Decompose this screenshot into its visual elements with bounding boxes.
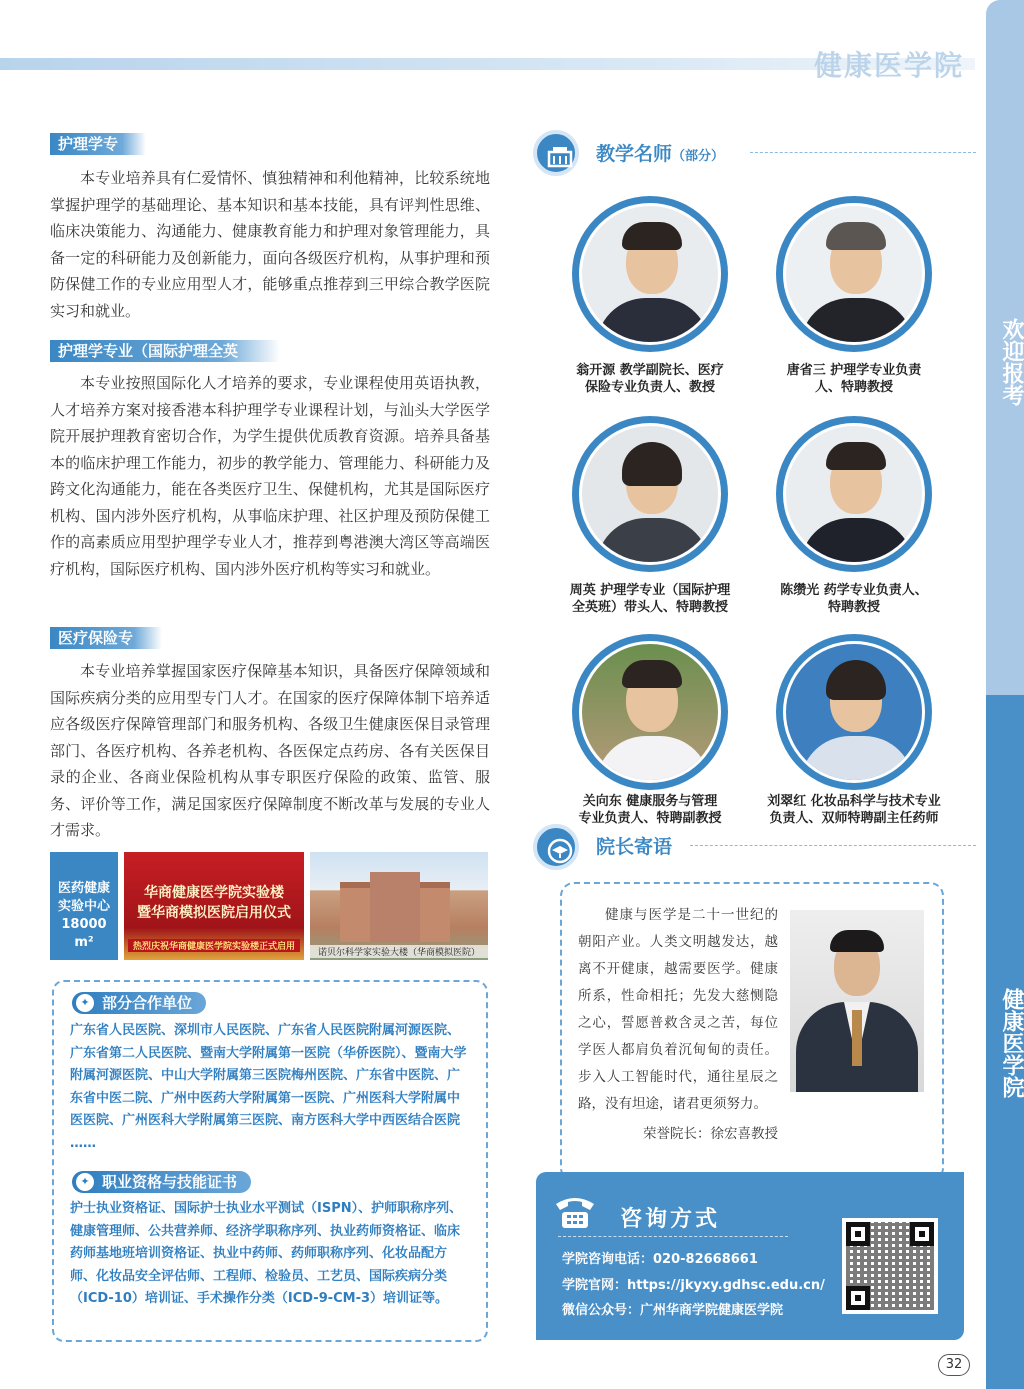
building-tower-shape: [370, 872, 420, 942]
teacher-3-line1: 周英 护理学专业（国际护理: [569, 583, 731, 598]
section-body-insurance: 本专业培养掌握国家医疗保障基本知识，具备医疗保障领域和国际疾病分类的应用型专门人才。在国家的医疗保障体制下培养适应各级医疗保障管理部门和服务机构、各级卫生健康医保目录管理部门、各医疗机构、各养老机构、各医保定点药房、各有关医保目录的企业、各商业保险机构从事专职医疗保险的政策、监管、服务、评价等工作，满足国家医疗保障制度不断改革与发展的专业人才需求。: [50, 662, 490, 839]
teacher-2-line2: 人、特聘教授: [814, 380, 893, 395]
teachers-divider: [750, 152, 976, 153]
dean-title: 院长寄语: [596, 836, 673, 858]
section-head-intl-nursing: 护理学专业（国际护理全英班）：: [50, 340, 280, 362]
teacher-2-line1: 唐省三 护理学专业负责: [786, 363, 922, 378]
teacher-photo-4: [776, 416, 932, 572]
building-caption: 诺贝尔科学家实验大楼（华商模拟医院）: [310, 945, 488, 958]
handshake-icon: ✦: [76, 994, 94, 1012]
teacher-6-line2: 负责人、双师特聘副主任药师: [769, 811, 939, 826]
teachers-title: [596, 139, 724, 166]
contact-phone[interactable]: 学院咨询电话：020-82668661: [562, 1252, 758, 1267]
certs-list: 护士执业资格证、国际护士执业水平测试（ISPN）、护师职称序列、健康管理师、公共营养师、经济学职称序列、执业药师资格证、临床药师基地班培训资格证、执业中药师、药师职称序列、化妆品配方师、化妆品安全评估师、工程师、检验员、工艺员、国际疾病分类（ICD-10）培训证、手术操作分类（ICD-9-CM-3）培训证等。: [70, 1201, 463, 1306]
qr-code[interactable]: [842, 1218, 938, 1314]
contact-wechat: 微信公众号：广州华商学院健康医学院: [562, 1303, 784, 1318]
teacher-5-line1: 关向东 健康服务与管理: [582, 794, 718, 809]
teacher-1-line1: 翁开源 教学副院长、医疗: [576, 363, 724, 378]
section-body-intl-nursing: 本专业按照国际化人才培养的要求，专业课程使用英语执教，人才培养方案对接香港本科护理学专业课程计划，与汕头大学医学院开展护理教育密切合作，为学生提供优质教育资源。培养具备基本的临床护理工作能力，初步的教学能力、管理能力、科研能力及跨文化沟通能力，能在各类医疗卫生、保健机构，尤其是国际医疗机构、国内涉外医疗机构，从事临床护理、社区护理及预防保健工作的高素质应用型护理学专业人才，推荐到粤港澳大湾区等高端医疗机构，国际医疗机构、国内涉外医疗机构等实习和就业。: [50, 374, 490, 578]
contact-divider: [558, 1236, 788, 1237]
teacher-4-line2: 特聘教授: [827, 600, 880, 615]
teacher-4-line1: 陈缵光 药学专业负责人、: [780, 583, 928, 598]
teacher-3-line2: 全英班）带头人、特聘教授: [571, 600, 728, 615]
teacher-name-2: [759, 362, 949, 396]
section-head-insurance: 医疗保险专业：: [50, 627, 162, 649]
dean-divider: [690, 845, 976, 846]
teacher-name-4: [759, 582, 949, 616]
teacher-photo-3: [572, 416, 728, 572]
telephone-icon: [552, 1192, 598, 1232]
dean-signature: 荣誉院长：徐宏喜教授: [643, 1126, 778, 1142]
section-head-nursing: 护理学专业：: [50, 133, 146, 155]
teacher-icon: [533, 130, 579, 176]
teachers-title-text: 教学名师: [596, 143, 673, 165]
partners-list: 广东省人民医院、深圳市人民医院、广东省人民医院附属河源医院、广东省第二人民医院、暨南大学附属第一医院（华侨医院）、暨南大学附属河源医院、中山大学附属第三医院梅州医院、广东省中医院、广东省中医二院、广州中医药大学附属第一医院、广州医科大学附属中医医院、广州医科大学附属第三医院、南方医科大学中西医结合医院 ……: [70, 1023, 467, 1151]
contact-title: 咨询方式: [620, 1207, 721, 1232]
ceremony-banner-line2: 暨华商模拟医院启用仪式: [137, 905, 291, 921]
ceremony-banner-line3: 热烈庆祝华商健康医学院实验楼正式启用: [128, 939, 300, 952]
teachers-subtitle: （部分）: [672, 149, 725, 164]
teacher-photo-1: [572, 196, 728, 352]
partners-pill: [72, 992, 206, 1014]
teacher-1-line2: 保险专业负责人、教授: [584, 380, 715, 395]
teacher-name-1: [555, 362, 745, 396]
lab-label-line2: 实验中心: [57, 899, 110, 914]
contact-website[interactable]: 学院官网：https://jkyxy.gdhsc.edu.cn/: [562, 1278, 825, 1293]
teacher-photo-6: [776, 634, 932, 790]
teacher-photo-5: [572, 634, 728, 790]
lab-label-line1: 医药健康: [57, 881, 110, 896]
teacher-name-3: [555, 582, 745, 616]
side-tab-welcome[interactable]: 欢迎报考: [999, 318, 1024, 406]
contact-panel: [536, 1172, 964, 1340]
page-number: 32: [938, 1354, 970, 1376]
lab-center-label: [50, 852, 118, 960]
dean-photo: [790, 910, 924, 1092]
ceremony-photo: [124, 852, 304, 960]
certificate-icon: ✦: [76, 1173, 94, 1191]
certs-title: 职业资格与技能证书: [102, 1173, 238, 1191]
dean-message: 健康与医学是二十一世纪的朝阳产业。人类文明越发达，越离不开健康，越需要医学。健康所系，性命相托；先发大慈恻隐之心，誓愿普救含灵之苦，每位学医人都肩负着沉甸甸的责任。步入人工智能时代，通往星辰之路，没有坦途，诸君更须努力。: [578, 907, 778, 1112]
partners-title: 部分合作单位: [102, 994, 193, 1012]
certs-pill: [72, 1171, 251, 1193]
teacher-6-line1: 刘翠红 化妆品科学与技术专业: [767, 794, 941, 809]
teacher-photo-2: [776, 196, 932, 352]
ceremony-banner-line1: 华商健康医学院实验楼: [144, 885, 284, 901]
teacher-5-line2: 专业负责人、特聘副教授: [578, 811, 722, 826]
college-title: 健康医学院: [813, 49, 964, 82]
lab-label-area: 18000 m²: [61, 917, 107, 950]
teacher-name-6: [749, 793, 959, 827]
side-tab-college[interactable]: 健康医学院: [999, 988, 1024, 1098]
building-photo: [310, 852, 488, 960]
section-body-nursing: 本专业培养具有仁爱情怀、慎独精神和利他精神，比较系统地掌握护理学的基础理论、基本知识和基本技能，具有评判性思维、临床决策能力、沟通能力、健康教育能力和护理对象管理能力，具备一定的科研能力及创新能力，面向各级医疗机构，从事护理和预防保健工作的专业应用型人才，能够重点推荐到三甲综合教学医院实习和就业。: [50, 169, 490, 320]
graduation-cap-icon: [533, 824, 579, 870]
teacher-name-5: [555, 793, 745, 827]
